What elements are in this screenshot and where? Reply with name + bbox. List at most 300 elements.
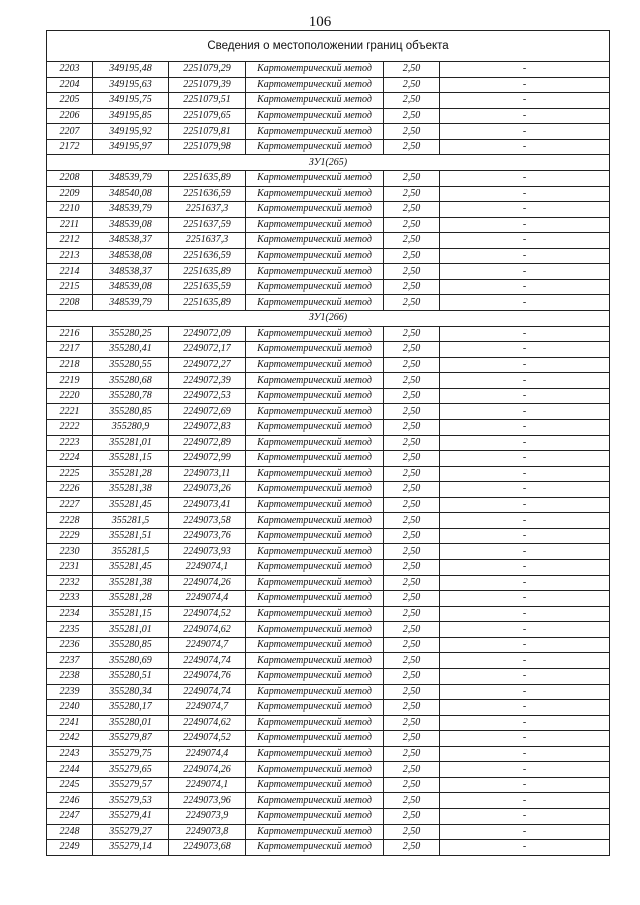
x-coordinate-cell: 355280,78 <box>93 388 169 404</box>
accuracy-cell: 2,50 <box>384 326 440 342</box>
table-row <box>47 637 610 653</box>
y-coordinate-cell: 2249073,93 <box>169 544 246 560</box>
point-number-cell: 2214 <box>47 264 93 280</box>
accuracy-cell: 2,50 <box>384 108 440 124</box>
method-cell: Картометрический метод <box>246 419 384 435</box>
table-row <box>47 497 610 513</box>
point-number-cell: 2218 <box>47 357 93 373</box>
y-coordinate-cell: 2249072,17 <box>169 342 246 358</box>
accuracy-cell: 2,50 <box>384 497 440 513</box>
accuracy-cell: 2,50 <box>384 809 440 825</box>
table-row <box>47 170 610 186</box>
x-coordinate-cell: 355281,5 <box>93 513 169 529</box>
method-cell: Картометрический метод <box>246 264 384 280</box>
description-cell: - <box>440 202 610 218</box>
description-cell: - <box>440 731 610 747</box>
point-number-cell: 2223 <box>47 435 93 451</box>
point-number-cell: 2212 <box>47 233 93 249</box>
table-row <box>47 606 610 622</box>
accuracy-cell: 2,50 <box>384 684 440 700</box>
accuracy-cell: 2,50 <box>384 762 440 778</box>
accuracy-cell: 2,50 <box>384 264 440 280</box>
x-coordinate-cell: 348539,79 <box>93 202 169 218</box>
description-cell: - <box>440 124 610 140</box>
accuracy-cell: 2,50 <box>384 622 440 638</box>
point-number-cell: 2246 <box>47 793 93 809</box>
x-coordinate-cell: 348539,79 <box>93 295 169 311</box>
x-coordinate-cell: 349195,97 <box>93 139 169 155</box>
x-coordinate-cell: 355280,69 <box>93 653 169 669</box>
x-coordinate-cell: 355280,25 <box>93 326 169 342</box>
table-row <box>47 466 610 482</box>
y-coordinate-cell: 2249073,9 <box>169 809 246 825</box>
method-cell: Картометрический метод <box>246 653 384 669</box>
accuracy-cell: 2,50 <box>384 124 440 140</box>
x-coordinate-cell: 349195,85 <box>93 108 169 124</box>
description-cell: - <box>440 715 610 731</box>
description-cell: - <box>440 746 610 762</box>
accuracy-cell: 2,50 <box>384 544 440 560</box>
x-coordinate-cell: 355280,85 <box>93 637 169 653</box>
y-coordinate-cell: 2249074,4 <box>169 591 246 607</box>
point-number-cell: 2203 <box>47 62 93 78</box>
boundary-coordinates-table <box>46 30 610 856</box>
accuracy-cell: 2,50 <box>384 248 440 264</box>
table-row <box>47 342 610 358</box>
table-row <box>47 451 610 467</box>
table-row <box>47 77 610 93</box>
accuracy-cell: 2,50 <box>384 793 440 809</box>
x-coordinate-cell: 349195,63 <box>93 77 169 93</box>
table-row <box>47 840 610 856</box>
y-coordinate-cell: 2249074,76 <box>169 668 246 684</box>
description-cell: - <box>440 170 610 186</box>
method-cell: Картометрический метод <box>246 591 384 607</box>
description-cell: - <box>440 653 610 669</box>
method-cell: Картометрический метод <box>246 233 384 249</box>
method-cell: Картометрический метод <box>246 388 384 404</box>
accuracy-cell: 2,50 <box>384 202 440 218</box>
point-number-cell: 2235 <box>47 622 93 638</box>
method-cell: Картометрический метод <box>246 139 384 155</box>
y-coordinate-cell: 2251079,51 <box>169 93 246 109</box>
accuracy-cell: 2,50 <box>384 653 440 669</box>
description-cell: - <box>440 575 610 591</box>
y-coordinate-cell: 2249074,74 <box>169 684 246 700</box>
accuracy-cell: 2,50 <box>384 373 440 389</box>
table-row <box>47 622 610 638</box>
y-coordinate-cell: 2249073,11 <box>169 466 246 482</box>
x-coordinate-cell: 355281,45 <box>93 560 169 576</box>
table-row <box>47 513 610 529</box>
table-row <box>47 731 610 747</box>
y-coordinate-cell: 2251637,3 <box>169 233 246 249</box>
y-coordinate-cell: 2249072,09 <box>169 326 246 342</box>
description-cell: - <box>440 373 610 389</box>
method-cell: Картометрический метод <box>246 451 384 467</box>
method-cell: Картометрический метод <box>246 762 384 778</box>
accuracy-cell: 2,50 <box>384 93 440 109</box>
section-row <box>47 311 610 327</box>
point-number-cell: 2209 <box>47 186 93 202</box>
method-cell: Картометрический метод <box>246 700 384 716</box>
y-coordinate-cell: 2249074,1 <box>169 560 246 576</box>
method-cell: Картометрический метод <box>246 777 384 793</box>
method-cell: Картометрический метод <box>246 575 384 591</box>
accuracy-cell: 2,50 <box>384 746 440 762</box>
x-coordinate-cell: 355279,53 <box>93 793 169 809</box>
method-cell: Картометрический метод <box>246 202 384 218</box>
method-cell: Картометрический метод <box>246 279 384 295</box>
table-row <box>47 139 610 155</box>
description-cell: - <box>440 824 610 840</box>
y-coordinate-cell: 2251079,39 <box>169 77 246 93</box>
table-row <box>47 777 610 793</box>
accuracy-cell: 2,50 <box>384 388 440 404</box>
method-cell: Картометрический метод <box>246 513 384 529</box>
description-cell: - <box>440 435 610 451</box>
table-row <box>47 419 610 435</box>
point-number-cell: 2208 <box>47 170 93 186</box>
y-coordinate-cell: 2249073,41 <box>169 497 246 513</box>
method-cell: Картометрический метод <box>246 731 384 747</box>
x-coordinate-cell: 348538,08 <box>93 248 169 264</box>
accuracy-cell: 2,50 <box>384 637 440 653</box>
table-row <box>47 248 610 264</box>
description-cell: - <box>440 342 610 358</box>
y-coordinate-cell: 2249074,7 <box>169 700 246 716</box>
point-number-cell: 2215 <box>47 279 93 295</box>
y-coordinate-cell: 2249074,26 <box>169 575 246 591</box>
x-coordinate-cell: 355279,27 <box>93 824 169 840</box>
method-cell: Картометрический метод <box>246 466 384 482</box>
description-cell: - <box>440 591 610 607</box>
description-cell: - <box>440 793 610 809</box>
table-row <box>47 653 610 669</box>
method-cell: Картометрический метод <box>246 684 384 700</box>
x-coordinate-cell: 349195,48 <box>93 62 169 78</box>
accuracy-cell: 2,50 <box>384 513 440 529</box>
description-cell: - <box>440 217 610 233</box>
point-number-cell: 2237 <box>47 653 93 669</box>
table-row <box>47 544 610 560</box>
x-coordinate-cell: 355281,15 <box>93 451 169 467</box>
method-cell: Картометрический метод <box>246 170 384 186</box>
point-number-cell: 2225 <box>47 466 93 482</box>
x-coordinate-cell: 355279,57 <box>93 777 169 793</box>
table-row <box>47 295 610 311</box>
y-coordinate-cell: 2249073,76 <box>169 528 246 544</box>
y-coordinate-cell: 2251635,89 <box>169 295 246 311</box>
table-row <box>47 482 610 498</box>
x-coordinate-cell: 355280,68 <box>93 373 169 389</box>
x-coordinate-cell: 348539,08 <box>93 279 169 295</box>
y-coordinate-cell: 2251079,81 <box>169 124 246 140</box>
description-cell: - <box>440 777 610 793</box>
method-cell: Картометрический метод <box>246 108 384 124</box>
x-coordinate-cell: 355281,01 <box>93 622 169 638</box>
x-coordinate-cell: 355281,15 <box>93 606 169 622</box>
point-number-cell: 2224 <box>47 451 93 467</box>
accuracy-cell: 2,50 <box>384 186 440 202</box>
point-number-cell: 2219 <box>47 373 93 389</box>
point-number-cell: 2242 <box>47 731 93 747</box>
method-cell: Картометрический метод <box>246 497 384 513</box>
accuracy-cell: 2,50 <box>384 217 440 233</box>
table-row <box>47 388 610 404</box>
y-coordinate-cell: 2249074,26 <box>169 762 246 778</box>
description-cell: - <box>440 419 610 435</box>
method-cell: Картометрический метод <box>246 93 384 109</box>
table-row <box>47 62 610 78</box>
accuracy-cell: 2,50 <box>384 606 440 622</box>
accuracy-cell: 2,50 <box>384 419 440 435</box>
point-number-cell: 2248 <box>47 824 93 840</box>
point-number-cell: 2204 <box>47 77 93 93</box>
accuracy-cell: 2,50 <box>384 342 440 358</box>
method-cell: Картометрический метод <box>246 622 384 638</box>
y-coordinate-cell: 2249072,53 <box>169 388 246 404</box>
x-coordinate-cell: 348539,08 <box>93 217 169 233</box>
description-cell: - <box>440 264 610 280</box>
x-coordinate-cell: 349195,92 <box>93 124 169 140</box>
point-number-cell: 2238 <box>47 668 93 684</box>
accuracy-cell: 2,50 <box>384 731 440 747</box>
method-cell: Картометрический метод <box>246 824 384 840</box>
y-coordinate-cell: 2249074,4 <box>169 746 246 762</box>
table-row <box>47 762 610 778</box>
method-cell: Картометрический метод <box>246 809 384 825</box>
y-coordinate-cell: 2251635,59 <box>169 279 246 295</box>
description-cell: - <box>440 684 610 700</box>
x-coordinate-cell: 355281,28 <box>93 591 169 607</box>
x-coordinate-cell: 355279,65 <box>93 762 169 778</box>
x-coordinate-cell: 349195,75 <box>93 93 169 109</box>
description-cell: - <box>440 248 610 264</box>
table-body <box>47 31 610 856</box>
description-cell: - <box>440 560 610 576</box>
description-cell: - <box>440 139 610 155</box>
description-cell: - <box>440 622 610 638</box>
page-number: 106 <box>308 14 332 30</box>
method-cell: Картометрический метод <box>246 124 384 140</box>
x-coordinate-cell: 355281,38 <box>93 575 169 591</box>
method-cell: Картометрический метод <box>246 715 384 731</box>
accuracy-cell: 2,50 <box>384 139 440 155</box>
method-cell: Картометрический метод <box>246 793 384 809</box>
x-coordinate-cell: 355280,85 <box>93 404 169 420</box>
accuracy-cell: 2,50 <box>384 700 440 716</box>
y-coordinate-cell: 2249074,74 <box>169 653 246 669</box>
point-number-cell: 2213 <box>47 248 93 264</box>
y-coordinate-cell: 2251079,29 <box>169 62 246 78</box>
point-number-cell: 2245 <box>47 777 93 793</box>
method-cell: Картометрический метод <box>246 606 384 622</box>
table-header-row <box>47 31 610 62</box>
method-cell: Картометрический метод <box>246 746 384 762</box>
point-number-cell: 2220 <box>47 388 93 404</box>
table-row <box>47 560 610 576</box>
accuracy-cell: 2,50 <box>384 62 440 78</box>
point-number-cell: 2216 <box>47 326 93 342</box>
point-number-cell: 2241 <box>47 715 93 731</box>
method-cell: Картометрический метод <box>246 217 384 233</box>
point-number-cell: 2208 <box>47 295 93 311</box>
y-coordinate-cell: 2251637,3 <box>169 202 246 218</box>
point-number-cell: 2231 <box>47 560 93 576</box>
description-cell: - <box>440 466 610 482</box>
point-number-cell: 2240 <box>47 700 93 716</box>
table-row <box>47 404 610 420</box>
x-coordinate-cell: 355279,14 <box>93 840 169 856</box>
table-row <box>47 700 610 716</box>
x-coordinate-cell: 348539,79 <box>93 170 169 186</box>
point-number-cell: 2172 <box>47 139 93 155</box>
y-coordinate-cell: 2249073,68 <box>169 840 246 856</box>
table-row <box>47 809 610 825</box>
section-label: ЗУ1(265) <box>47 155 610 171</box>
table-row <box>47 528 610 544</box>
x-coordinate-cell: 355280,55 <box>93 357 169 373</box>
description-cell: - <box>440 93 610 109</box>
x-coordinate-cell: 355280,34 <box>93 684 169 700</box>
y-coordinate-cell: 2251636,59 <box>169 248 246 264</box>
accuracy-cell: 2,50 <box>384 840 440 856</box>
y-coordinate-cell: 2249074,52 <box>169 731 246 747</box>
table-row <box>47 746 610 762</box>
description-cell: - <box>440 326 610 342</box>
y-coordinate-cell: 2249074,7 <box>169 637 246 653</box>
description-cell: - <box>440 637 610 653</box>
x-coordinate-cell: 355281,38 <box>93 482 169 498</box>
description-cell: - <box>440 544 610 560</box>
y-coordinate-cell: 2249072,69 <box>169 404 246 420</box>
description-cell: - <box>440 279 610 295</box>
y-coordinate-cell: 2251079,98 <box>169 139 246 155</box>
point-number-cell: 2247 <box>47 809 93 825</box>
point-number-cell: 2206 <box>47 108 93 124</box>
accuracy-cell: 2,50 <box>384 715 440 731</box>
accuracy-cell: 2,50 <box>384 357 440 373</box>
x-coordinate-cell: 348540,08 <box>93 186 169 202</box>
method-cell: Картометрический метод <box>246 560 384 576</box>
table-row <box>47 233 610 249</box>
accuracy-cell: 2,50 <box>384 591 440 607</box>
table-row <box>47 373 610 389</box>
description-cell: - <box>440 77 610 93</box>
y-coordinate-cell: 2249073,8 <box>169 824 246 840</box>
accuracy-cell: 2,50 <box>384 668 440 684</box>
table-row <box>47 793 610 809</box>
point-number-cell: 2217 <box>47 342 93 358</box>
description-cell: - <box>440 108 610 124</box>
table-row <box>47 668 610 684</box>
accuracy-cell: 2,50 <box>384 435 440 451</box>
point-number-cell: 2236 <box>47 637 93 653</box>
point-number-cell: 2232 <box>47 575 93 591</box>
x-coordinate-cell: 348538,37 <box>93 264 169 280</box>
x-coordinate-cell: 355281,45 <box>93 497 169 513</box>
description-cell: - <box>440 62 610 78</box>
point-number-cell: 2211 <box>47 217 93 233</box>
description-cell: - <box>440 606 610 622</box>
table-row <box>47 186 610 202</box>
y-coordinate-cell: 2251637,59 <box>169 217 246 233</box>
method-cell: Картометрический метод <box>246 404 384 420</box>
x-coordinate-cell: 355280,01 <box>93 715 169 731</box>
y-coordinate-cell: 2249072,27 <box>169 357 246 373</box>
accuracy-cell: 2,50 <box>384 824 440 840</box>
x-coordinate-cell: 355280,9 <box>93 419 169 435</box>
point-number-cell: 2226 <box>47 482 93 498</box>
y-coordinate-cell: 2249072,99 <box>169 451 246 467</box>
table-row <box>47 202 610 218</box>
accuracy-cell: 2,50 <box>384 170 440 186</box>
x-coordinate-cell: 355280,17 <box>93 700 169 716</box>
description-cell: - <box>440 404 610 420</box>
table-row <box>47 279 610 295</box>
accuracy-cell: 2,50 <box>384 77 440 93</box>
x-coordinate-cell: 355280,41 <box>93 342 169 358</box>
method-cell: Картометрический метод <box>246 528 384 544</box>
y-coordinate-cell: 2251635,89 <box>169 264 246 280</box>
table-row <box>47 435 610 451</box>
table-row <box>47 591 610 607</box>
method-cell: Картометрический метод <box>246 840 384 856</box>
table-row <box>47 715 610 731</box>
y-coordinate-cell: 2249072,83 <box>169 419 246 435</box>
method-cell: Картометрический метод <box>246 637 384 653</box>
y-coordinate-cell: 2251079,65 <box>169 108 246 124</box>
point-number-cell: 2243 <box>47 746 93 762</box>
y-coordinate-cell: 2249073,26 <box>169 482 246 498</box>
y-coordinate-cell: 2249073,58 <box>169 513 246 529</box>
table-row <box>47 357 610 373</box>
table-row <box>47 217 610 233</box>
accuracy-cell: 2,50 <box>384 295 440 311</box>
description-cell: - <box>440 840 610 856</box>
accuracy-cell: 2,50 <box>384 466 440 482</box>
method-cell: Картометрический метод <box>246 77 384 93</box>
y-coordinate-cell: 2249074,52 <box>169 606 246 622</box>
point-number-cell: 2221 <box>47 404 93 420</box>
x-coordinate-cell: 348538,37 <box>93 233 169 249</box>
point-number-cell: 2244 <box>47 762 93 778</box>
table-row <box>47 93 610 109</box>
point-number-cell: 2234 <box>47 606 93 622</box>
description-cell: - <box>440 513 610 529</box>
table-row <box>47 326 610 342</box>
y-coordinate-cell: 2249072,89 <box>169 435 246 451</box>
point-number-cell: 2229 <box>47 528 93 544</box>
accuracy-cell: 2,50 <box>384 528 440 544</box>
section-label: ЗУ1(266) <box>47 311 610 327</box>
y-coordinate-cell: 2249073,96 <box>169 793 246 809</box>
section-row <box>47 155 610 171</box>
accuracy-cell: 2,50 <box>384 560 440 576</box>
description-cell: - <box>440 528 610 544</box>
table-header: Сведения о местоположении границ объекта <box>47 31 610 62</box>
x-coordinate-cell: 355279,41 <box>93 809 169 825</box>
table-row <box>47 108 610 124</box>
method-cell: Картометрический метод <box>246 342 384 358</box>
point-number-cell: 2230 <box>47 544 93 560</box>
point-number-cell: 2227 <box>47 497 93 513</box>
description-cell: - <box>440 809 610 825</box>
table-row <box>47 264 610 280</box>
description-cell: - <box>440 451 610 467</box>
description-cell: - <box>440 186 610 202</box>
